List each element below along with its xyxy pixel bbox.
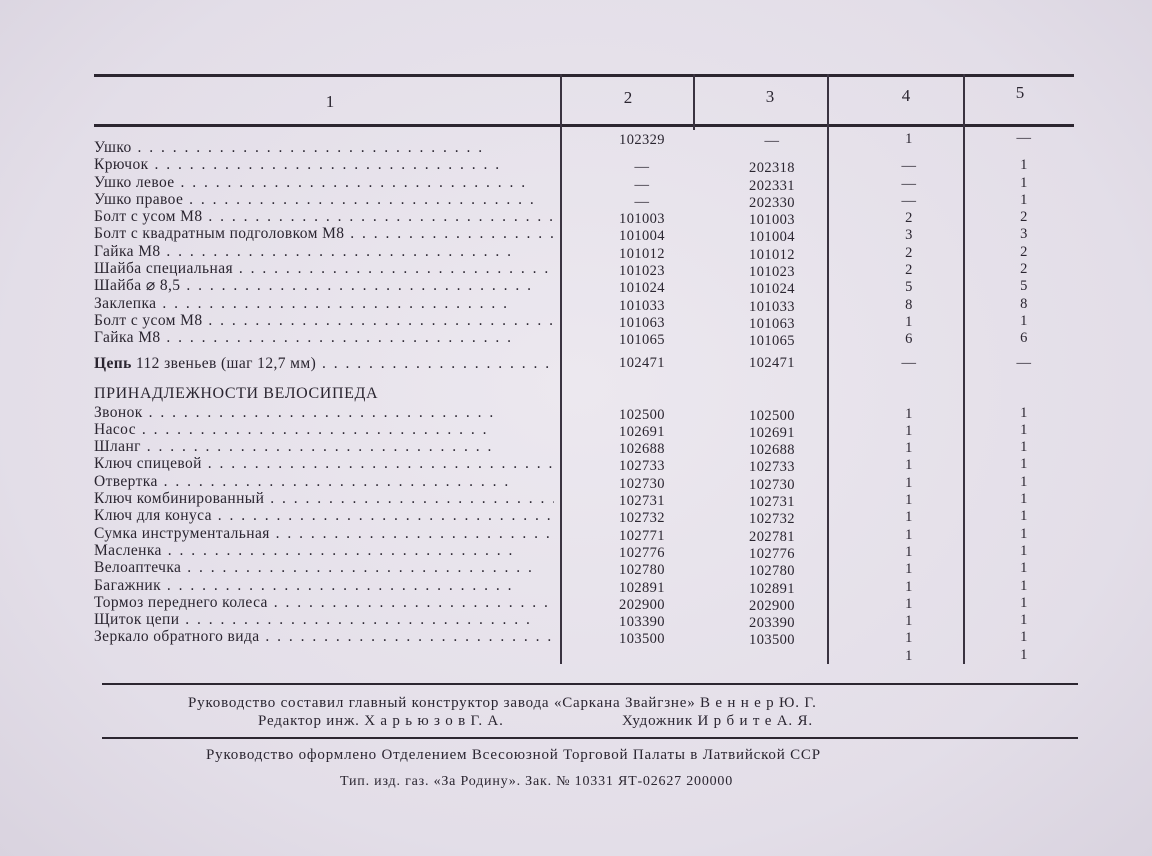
quantity: 1: [905, 422, 913, 439]
part-number-alt: 102688: [749, 442, 795, 459]
quantity-alt: 1: [1020, 525, 1028, 542]
part-number: 102688: [619, 441, 665, 458]
part-number: 102780: [619, 562, 665, 579]
print-info: Тип. изд. газ. «За Родину». Зак. № 10331 ЯТ-02627 200000: [340, 774, 734, 789]
part-name: Гайка М8 . .: [94, 243, 554, 260]
credits-editor: Редактор инж. Х а р ь ю з о в Г. А.: [258, 713, 504, 729]
quantity-alt: 1: [1020, 612, 1028, 629]
quantity-alt: 1: [1020, 577, 1028, 594]
header-col-1: 1: [325, 92, 335, 111]
header-col-2: 2: [623, 88, 633, 107]
part-number: —: [634, 159, 650, 176]
credits-bottom-rule: [102, 737, 1078, 739]
quantity-alt: 1: [1020, 404, 1028, 421]
part-name: Звонок . .: [94, 404, 554, 421]
table-row: [94, 277, 1074, 298]
table-row: [94, 242, 1074, 263]
part-name: Ушко правое . .: [94, 191, 554, 208]
part-number: —: [634, 193, 650, 210]
quantity: 8: [905, 296, 913, 313]
parts-table: [94, 130, 1074, 664]
part-number-alt: 203390: [749, 615, 795, 632]
quantity: 5: [905, 279, 913, 296]
quantity: —: [901, 175, 917, 192]
table-row: [94, 593, 1074, 614]
part-name: Шайба ⌀ 8,5 . .: [94, 277, 554, 294]
part-name: Ушко . .: [94, 139, 554, 156]
quantity-alt: 1: [1020, 508, 1028, 525]
quantity: 2: [905, 262, 913, 279]
section-title-row: [94, 380, 1074, 404]
quantity-alt: 1: [1020, 491, 1028, 508]
quantity: —: [901, 192, 917, 209]
part-number-alt: 102891: [749, 580, 795, 597]
publisher-note: Руководство оформлено Отделением Всесоюзной Торговой Палаты в Латвийской ССР: [206, 747, 821, 763]
part-name: Крючок . .: [94, 156, 554, 173]
part-number-alt: 101023: [749, 264, 795, 281]
part-number: 102691: [619, 423, 665, 440]
table-header-rule: [94, 124, 1074, 127]
part-number: 101004: [619, 228, 665, 245]
part-number: 101033: [619, 297, 665, 314]
table-row: [94, 190, 1074, 211]
part-name: Ключ комбинированный . .: [94, 490, 554, 507]
part-number-alt: 103500: [749, 632, 795, 649]
quantity: 1: [905, 613, 913, 630]
part-number: 101063: [619, 314, 665, 331]
part-number-alt: 102732: [749, 511, 795, 528]
quantity: 1: [905, 313, 913, 330]
part-number: 101012: [619, 245, 665, 262]
quantity-alt: 1: [1020, 560, 1028, 577]
part-number-alt: 101004: [749, 229, 795, 246]
table-row: [94, 208, 1074, 229]
table-row: [94, 156, 1074, 177]
table-row-extra: [94, 646, 1074, 663]
part-number: 102329: [619, 132, 665, 148]
quantity: 1: [905, 492, 913, 509]
quantity-alt: 1: [1020, 174, 1028, 191]
table-row: [94, 490, 1074, 511]
table-row: [94, 541, 1074, 562]
part-number-alt: 202331: [749, 177, 795, 194]
quantity: 2: [905, 210, 913, 227]
quantity: 1: [905, 474, 913, 491]
table-row: [94, 472, 1074, 493]
part-name: Болт с квадратным подголовком М8 . .: [94, 225, 554, 242]
quantity-alt: 1: [1020, 191, 1028, 208]
part-number-alt: 101033: [749, 298, 795, 315]
part-number: 101065: [619, 332, 665, 349]
part-number-alt: 102776: [749, 545, 795, 562]
part-number-alt: 202900: [749, 597, 795, 614]
quantity-alt: 3: [1020, 226, 1028, 243]
table-row: [94, 507, 1074, 528]
table-row: [94, 628, 1074, 649]
table-row: [94, 611, 1074, 632]
quantity: 2: [905, 244, 913, 261]
part-name: Сумка инструментальная . .: [94, 525, 554, 542]
table-row: [94, 130, 1074, 156]
part-name: Зеркало обратного вида . .: [94, 628, 554, 645]
part-number: 103500: [619, 631, 665, 648]
part-name: Болт с усом М8 . .: [94, 208, 554, 225]
header-col-4: 4: [901, 86, 911, 105]
part-number: 102471: [619, 354, 665, 371]
part-name: Шланг . .: [94, 438, 554, 455]
part-number-alt: 102471: [749, 354, 795, 371]
quantity-alt: 1: [1020, 157, 1028, 174]
column-divider-2: [693, 74, 695, 130]
chain-label: Цепь: [94, 354, 132, 372]
table-row: [94, 576, 1074, 597]
part-number-alt: 102730: [749, 476, 795, 493]
quantity: 1: [905, 647, 913, 664]
part-name: Ключ спицевой . .: [94, 455, 554, 472]
table-row: [94, 438, 1074, 459]
part-number-alt: 202330: [749, 194, 795, 211]
quantity: —: [901, 158, 917, 175]
part-name: Отвертка . .: [94, 473, 554, 490]
part-name: Ушко левое . .: [94, 174, 554, 191]
quantity-alt: 6: [1020, 330, 1028, 347]
chain-description: 112 звеньев (шаг 12,7 мм): [131, 354, 317, 372]
table-top-rule: [94, 74, 1074, 77]
quantity-alt: 1: [1020, 439, 1028, 456]
part-number: 101003: [619, 211, 665, 228]
quantity-alt: 1: [1020, 473, 1028, 490]
table-row: [94, 329, 1074, 350]
part-name: Щиток цепи . .: [94, 611, 554, 628]
part-number: 102891: [619, 579, 665, 596]
part-name: Болт с усом М8 . .: [94, 312, 554, 329]
part-number: 202900: [619, 596, 665, 613]
header-col-5: 5: [1015, 83, 1025, 102]
quantity: 1: [905, 405, 913, 422]
quantity-alt: 1: [1020, 594, 1028, 611]
quantity-alt: —: [1016, 130, 1032, 146]
part-number: 102733: [619, 458, 665, 475]
quantity: 1: [905, 526, 913, 543]
part-name: Шайба специальная . .: [94, 260, 554, 277]
quantity: 1: [905, 578, 913, 595]
quantity-alt: 1: [1020, 646, 1028, 663]
part-number-alt: 101063: [749, 315, 795, 332]
part-number-alt: 202781: [749, 528, 795, 545]
quantity: 1: [905, 131, 913, 147]
quantity: 3: [905, 227, 913, 244]
credits-top-rule: [102, 683, 1078, 685]
quantity-alt: 2: [1020, 243, 1028, 260]
quantity: 1: [905, 561, 913, 578]
part-number: 102731: [619, 493, 665, 510]
credits-author: Руководство составил главный конструктор завода «Саркана Звайгзне» В е н н е р Ю. Г.: [188, 695, 817, 711]
part-name: Гайка М8 . .: [94, 329, 554, 346]
quantity: 1: [905, 440, 913, 457]
part-number: 101023: [619, 263, 665, 280]
part-number-alt: 202318: [749, 160, 795, 177]
quantity-alt: 1: [1020, 421, 1028, 438]
part-number-alt: 102731: [749, 494, 795, 511]
table-row: [94, 173, 1074, 194]
part-name: Велоаптечка . .: [94, 559, 554, 576]
part-number: —: [634, 176, 650, 193]
part-number-alt: 102500: [749, 407, 795, 424]
table-row: [94, 559, 1074, 580]
quantity-alt: 8: [1020, 295, 1028, 312]
part-number-alt: 102691: [749, 424, 795, 441]
quantity-alt: —: [1016, 354, 1032, 371]
quantity: 6: [905, 331, 913, 348]
part-name: Заклепка . .: [94, 295, 554, 312]
part-number-alt: 102780: [749, 563, 795, 580]
table-row: [94, 455, 1074, 476]
quantity: 1: [905, 509, 913, 526]
quantity: 1: [905, 595, 913, 612]
part-name: [94, 347, 554, 380]
table-row: [94, 225, 1074, 246]
quantity-alt: 5: [1020, 278, 1028, 295]
part-number-alt: 101012: [749, 246, 795, 263]
part-name: Масленка . .: [94, 542, 554, 559]
table-row: [94, 260, 1074, 281]
quantity-alt: 1: [1020, 456, 1028, 473]
part-name: Насос . .: [94, 421, 554, 438]
part-number: 102776: [619, 544, 665, 561]
part-name: Багажник . .: [94, 577, 554, 594]
table-row: [94, 294, 1074, 315]
table-row-chain: [94, 347, 1074, 380]
header-col-3: 3: [765, 87, 775, 106]
part-name: Тормоз переднего колеса . .: [94, 594, 554, 611]
part-number-alt: 101024: [749, 281, 795, 298]
quantity-alt: 2: [1020, 261, 1028, 278]
quantity: 1: [905, 543, 913, 560]
part-number: 102732: [619, 510, 665, 527]
table-row: [94, 311, 1074, 332]
quantity-alt: 1: [1020, 312, 1028, 329]
part-number-alt: 102733: [749, 459, 795, 476]
part-name: Ключ для конуса . .: [94, 507, 554, 524]
quantity: 1: [905, 630, 913, 647]
quantity-alt: 2: [1020, 209, 1028, 226]
part-number-alt: 101065: [749, 333, 795, 350]
part-number: 103390: [619, 614, 665, 631]
part-number: 102771: [619, 527, 665, 544]
table-row: [94, 403, 1074, 424]
part-number: 102500: [619, 406, 665, 423]
part-number: 102730: [619, 475, 665, 492]
quantity-alt: 1: [1020, 542, 1028, 559]
quantity: 1: [905, 457, 913, 474]
part-number-alt: —: [764, 133, 780, 149]
quantity-alt: 1: [1020, 629, 1028, 646]
section-title: ПРИНАДЛЕЖНОСТИ ВЕЛОСИПЕДА: [94, 384, 379, 402]
table-row: [94, 420, 1074, 441]
part-number-alt: 101003: [749, 212, 795, 229]
table-row: [94, 524, 1074, 545]
credits-artist: Художник И р б и т е А. Я.: [622, 713, 813, 729]
part-number: 101024: [619, 280, 665, 297]
quantity: —: [901, 354, 917, 371]
